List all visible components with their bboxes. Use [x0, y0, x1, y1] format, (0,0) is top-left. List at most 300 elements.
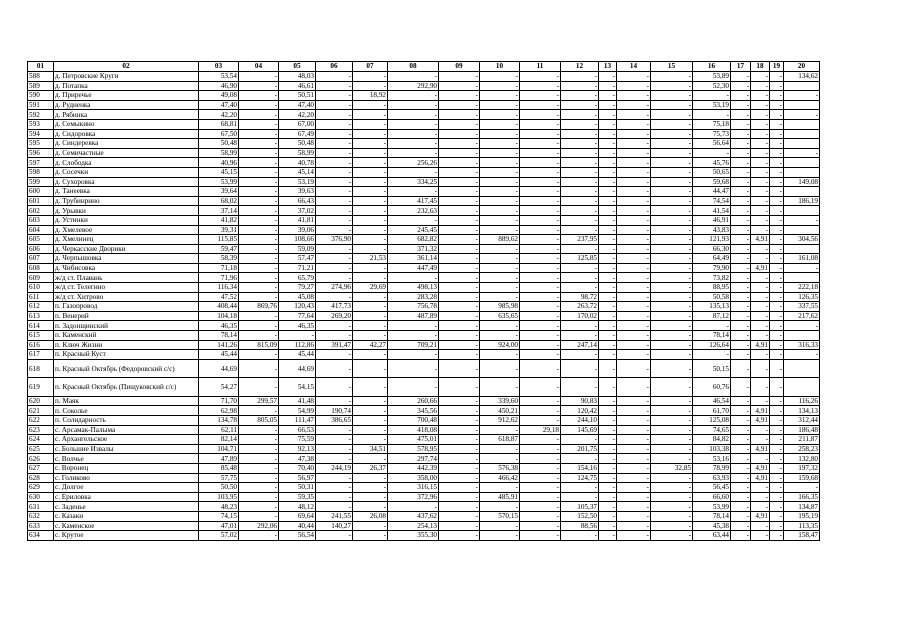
value-cell: -	[520, 225, 561, 235]
value-cell: -	[561, 72, 599, 82]
value-cell: -	[353, 302, 388, 312]
table-row	[28, 531, 820, 541]
value-cell: -	[353, 396, 388, 406]
value-cell: 4,91	[751, 473, 770, 483]
value-cell: -	[599, 492, 617, 502]
value-cell: -	[561, 350, 599, 360]
value-cell: 56,54	[279, 531, 316, 541]
value-cell: 355,30	[388, 531, 439, 541]
row-number: 593	[28, 119, 54, 129]
value-cell	[784, 206, 820, 216]
value-cell: -	[439, 521, 480, 531]
value-cell: -	[439, 139, 480, 149]
settlement-name: п. Ключ Жизни	[54, 340, 199, 350]
value-cell: -	[617, 378, 651, 397]
value-cell: -	[239, 492, 279, 502]
value-cell: -	[617, 244, 651, 254]
value-cell: 201,75	[561, 444, 599, 454]
value-cell: -	[751, 396, 770, 406]
table-row	[28, 396, 820, 406]
value-cell: -	[651, 254, 693, 264]
value-cell: -	[480, 531, 520, 541]
value-cell: -	[599, 273, 617, 283]
value-cell: 125,08	[693, 416, 731, 426]
value-cell: -	[599, 119, 617, 129]
settlement-name: д. Урывки	[54, 206, 199, 216]
row-number: 613	[28, 311, 54, 321]
value-cell: 186,19	[784, 196, 820, 206]
value-cell: -	[316, 158, 353, 168]
value-cell: -	[316, 72, 353, 82]
value-cell: 26,37	[353, 463, 388, 473]
value-cell: -	[388, 378, 439, 397]
value-cell: -	[239, 263, 279, 273]
row-number: 617	[28, 350, 54, 360]
value-cell: -	[439, 148, 480, 158]
value-cell: -	[731, 521, 751, 531]
value-cell: -	[480, 444, 520, 454]
value-cell: -	[561, 177, 599, 187]
table-row	[28, 244, 820, 254]
column-header: 14	[617, 62, 651, 72]
value-cell: -	[239, 225, 279, 235]
value-cell: -	[388, 331, 439, 341]
value-cell: 135,13	[693, 302, 731, 312]
value-cell: 39,31	[199, 225, 239, 235]
settlement-name: ж/д ст. Хитрово	[54, 292, 199, 302]
value-cell: -	[316, 331, 353, 341]
value-cell: -	[599, 129, 617, 139]
value-cell: -	[731, 206, 751, 216]
value-cell: -	[239, 425, 279, 435]
value-cell: -	[439, 511, 480, 521]
settlement-name: д. Сухоровка	[54, 177, 199, 187]
value-cell: -	[770, 521, 784, 531]
value-cell: 71,96	[199, 273, 239, 283]
value-cell: -	[353, 502, 388, 512]
value-cell: -	[480, 263, 520, 273]
value-cell: -	[520, 129, 561, 139]
value-cell: -	[480, 225, 520, 235]
value-cell: 869,76	[239, 302, 279, 312]
value-cell: -	[731, 254, 751, 264]
value-cell: -	[599, 167, 617, 177]
value-cell: -	[520, 359, 561, 378]
value-cell: -	[651, 416, 693, 426]
value-cell: -	[388, 502, 439, 512]
value-cell: -	[651, 531, 693, 541]
value-cell: -	[770, 359, 784, 378]
column-header: 15	[651, 62, 693, 72]
value-cell: -	[353, 263, 388, 273]
value-cell: 66,30	[693, 244, 731, 254]
value-cell: 149,08	[784, 177, 820, 187]
value-cell: -	[353, 187, 388, 197]
value-cell: 244,10	[561, 416, 599, 426]
value-cell: -	[617, 187, 651, 197]
value-cell: 85,48	[199, 463, 239, 473]
value-cell: -	[617, 110, 651, 120]
value-cell: -	[480, 148, 520, 158]
value-cell: 408,44	[199, 302, 239, 312]
table-row	[28, 187, 820, 197]
value-cell: -	[439, 359, 480, 378]
settlement-name: д. Синдеревка	[54, 139, 199, 149]
value-cell: -	[731, 511, 751, 521]
value-cell: -	[731, 158, 751, 168]
value-cell: -	[651, 454, 693, 464]
value-cell: -	[617, 235, 651, 245]
value-cell: 18,92	[353, 91, 388, 101]
value-cell: -	[770, 177, 784, 187]
value-cell: -	[617, 521, 651, 531]
value-cell: -	[239, 406, 279, 416]
settlement-name: д. Потапка	[54, 81, 199, 91]
value-cell: -	[599, 292, 617, 302]
value-cell: -	[480, 72, 520, 82]
value-cell: 487,89	[388, 311, 439, 321]
value-cell: -	[770, 263, 784, 273]
value-cell: -	[651, 139, 693, 149]
value-cell: -	[693, 350, 731, 360]
value-cell: -	[561, 225, 599, 235]
value-cell: 152,50	[561, 511, 599, 521]
value-cell: -	[353, 425, 388, 435]
value-cell: -	[617, 340, 651, 350]
value-cell: 241,55	[316, 511, 353, 521]
value-cell: -	[617, 177, 651, 187]
value-cell: -	[480, 454, 520, 464]
value-cell: -	[751, 72, 770, 82]
value-cell: -	[599, 72, 617, 82]
value-cell: -	[316, 263, 353, 273]
value-cell: 120,42	[561, 406, 599, 416]
value-cell: -	[388, 148, 439, 158]
value-cell: -	[693, 321, 731, 331]
row-number: 607	[28, 254, 54, 264]
value-cell: -	[770, 511, 784, 521]
value-cell: -	[561, 129, 599, 139]
table-row	[28, 139, 820, 149]
value-cell: -	[480, 177, 520, 187]
value-cell: 70,40	[279, 463, 316, 473]
value-cell: 59,09	[279, 244, 316, 254]
value-cell: -	[316, 187, 353, 197]
value-cell: -	[751, 483, 770, 493]
value-cell: -	[784, 350, 820, 360]
value-cell: 46,54	[693, 396, 731, 406]
value-cell: -	[239, 454, 279, 464]
value-cell: 217,62	[784, 311, 820, 321]
table-row	[28, 206, 820, 216]
value-cell: -	[316, 473, 353, 483]
value-cell	[784, 167, 820, 177]
value-cell: 442,39	[388, 463, 439, 473]
value-cell: -	[439, 473, 480, 483]
value-cell: -	[353, 435, 388, 445]
value-cell: 104,71	[199, 444, 239, 454]
row-number: 631	[28, 502, 54, 512]
value-cell: -	[480, 129, 520, 139]
value-cell: -	[751, 91, 770, 101]
table-row	[28, 129, 820, 139]
value-cell: -	[439, 531, 480, 541]
value-cell: -	[561, 273, 599, 283]
value-cell: -	[239, 350, 279, 360]
value-cell: -	[651, 273, 693, 283]
value-cell: -	[784, 263, 820, 273]
value-cell: -	[617, 483, 651, 493]
value-cell: 88,56	[561, 521, 599, 531]
value-cell: 124,75	[561, 473, 599, 483]
value-cell: -	[599, 302, 617, 312]
value-cell: -	[651, 331, 693, 341]
value-cell: -	[651, 406, 693, 416]
value-cell: -	[316, 110, 353, 120]
value-cell: -	[731, 378, 751, 397]
value-cell: -	[751, 531, 770, 541]
value-cell: -	[751, 225, 770, 235]
value-cell: 53,99	[693, 502, 731, 512]
value-cell: 45,76	[693, 158, 731, 168]
value-cell: -	[651, 148, 693, 158]
value-cell: 56,45	[693, 483, 731, 493]
table-row	[28, 110, 820, 120]
settlement-name: с. Ериловка	[54, 492, 199, 502]
value-cell: -	[599, 531, 617, 541]
value-cell: 40,96	[199, 158, 239, 168]
value-cell: 258,23	[784, 444, 820, 454]
value-cell: -	[731, 187, 751, 197]
settlement-name: с. Большие Извалы	[54, 444, 199, 454]
value-cell: -	[731, 81, 751, 91]
value-cell: -	[617, 206, 651, 216]
value-cell: -	[561, 119, 599, 129]
value-cell: -	[316, 129, 353, 139]
value-cell: 40,44	[279, 521, 316, 531]
value-cell: -	[770, 110, 784, 120]
column-header: 06	[316, 62, 353, 72]
value-cell: -	[617, 350, 651, 360]
table-body	[28, 72, 820, 541]
value-cell: -	[651, 225, 693, 235]
column-header: 16	[693, 62, 731, 72]
value-cell: -	[651, 483, 693, 493]
value-cell: -	[770, 273, 784, 283]
value-cell: 64,49	[693, 254, 731, 264]
value-cell: -	[770, 129, 784, 139]
header-row	[28, 62, 820, 72]
value-cell: 54,15	[279, 378, 316, 397]
value-cell: -	[316, 359, 353, 378]
value-cell: -	[751, 158, 770, 168]
value-cell: -	[520, 167, 561, 177]
value-cell: -	[353, 483, 388, 493]
value-cell: 45,15	[199, 167, 239, 177]
table-row	[28, 511, 820, 521]
value-cell: -	[480, 206, 520, 216]
value-cell: -	[316, 148, 353, 158]
value-cell: -	[239, 331, 279, 341]
value-cell: -	[751, 331, 770, 341]
value-cell: -	[693, 91, 731, 101]
value-cell: 269,20	[316, 311, 353, 321]
value-cell: -	[439, 406, 480, 416]
value-cell: -	[770, 331, 784, 341]
value-cell: -	[617, 72, 651, 82]
value-cell: 145,69	[561, 425, 599, 435]
value-cell: -	[520, 378, 561, 397]
value-cell: -	[520, 473, 561, 483]
value-cell: -	[353, 81, 388, 91]
settlement-name: с. Воронец	[54, 463, 199, 473]
value-cell: 237,95	[561, 235, 599, 245]
value-cell: -	[617, 196, 651, 206]
value-cell: -	[617, 91, 651, 101]
table-row	[28, 283, 820, 293]
value-cell: 47,40	[279, 100, 316, 110]
value-cell: 67,50	[199, 129, 239, 139]
value-cell: -	[651, 473, 693, 483]
value-cell: -	[439, 463, 480, 473]
value-cell: -	[353, 244, 388, 254]
value-cell: -	[480, 187, 520, 197]
value-cell	[784, 331, 820, 341]
value-cell: -	[651, 378, 693, 397]
value-cell: 386,65	[316, 416, 353, 426]
value-cell: -	[439, 215, 480, 225]
value-cell: 26,08	[353, 511, 388, 521]
value-cell: -	[439, 283, 480, 293]
value-cell: 53,89	[693, 72, 731, 82]
value-cell: -	[731, 406, 751, 416]
value-cell: 103,95	[199, 492, 239, 502]
value-cell: -	[599, 244, 617, 254]
value-cell: 48,23	[199, 502, 239, 512]
value-cell: 57,47	[279, 254, 316, 264]
value-cell: -	[770, 81, 784, 91]
value-cell: -	[599, 331, 617, 341]
value-cell: -	[651, 292, 693, 302]
settlement-name: п. Газопровод	[54, 302, 199, 312]
value-cell: 90,83	[561, 396, 599, 406]
value-cell: 41,81	[279, 215, 316, 225]
value-cell: -	[617, 435, 651, 445]
table-row	[28, 350, 820, 360]
value-cell: -	[651, 235, 693, 245]
column-header: 05	[279, 62, 316, 72]
value-cell: 47,89	[199, 454, 239, 464]
value-cell: -	[520, 463, 561, 473]
table-row	[28, 473, 820, 483]
value-cell	[784, 187, 820, 197]
value-cell: -	[353, 119, 388, 129]
table-row	[28, 215, 820, 225]
value-cell: 50,51	[279, 91, 316, 101]
row-number: 599	[28, 177, 54, 187]
value-cell: -	[353, 206, 388, 216]
value-cell: 304,56	[784, 235, 820, 245]
column-header: 18	[751, 62, 770, 72]
value-cell: 40,78	[279, 158, 316, 168]
value-cell: -	[388, 110, 439, 120]
value-cell: 57,02	[199, 531, 239, 541]
value-cell: -	[651, 91, 693, 101]
row-number: 603	[28, 215, 54, 225]
value-cell: -	[731, 177, 751, 187]
value-cell: -	[316, 167, 353, 177]
value-cell: -	[617, 225, 651, 235]
value-cell: -	[617, 273, 651, 283]
value-cell: -	[617, 139, 651, 149]
value-cell: -	[651, 492, 693, 502]
value-cell: -	[439, 492, 480, 502]
value-cell: -	[651, 167, 693, 177]
value-cell: -	[239, 273, 279, 283]
value-cell: -	[751, 110, 770, 120]
value-cell: -	[731, 473, 751, 483]
value-cell: -	[316, 206, 353, 216]
value-cell: 50,58	[693, 292, 731, 302]
value-cell: -	[520, 148, 561, 158]
value-cell: -	[388, 91, 439, 101]
value-cell: 78,14	[199, 331, 239, 341]
value-cell: 618,87	[480, 435, 520, 445]
value-cell: 59,35	[279, 492, 316, 502]
settlement-name: п. Задонщинский	[54, 321, 199, 331]
value-cell: 447,49	[388, 263, 439, 273]
value-cell: -	[751, 177, 770, 187]
value-cell: -	[316, 483, 353, 493]
value-cell: 116,26	[784, 396, 820, 406]
settlement-name: с. Казаки	[54, 511, 199, 521]
value-cell: -	[751, 100, 770, 110]
value-cell: 159,68	[784, 473, 820, 483]
value-cell: -	[693, 110, 731, 120]
value-cell: -	[731, 531, 751, 541]
settlement-name: д. Хмелевое	[54, 225, 199, 235]
value-cell: 576,38	[480, 463, 520, 473]
value-cell: -	[480, 139, 520, 149]
value-cell: 66,43	[279, 196, 316, 206]
value-cell: -	[480, 196, 520, 206]
value-cell: -	[388, 129, 439, 139]
value-cell: 247,14	[561, 340, 599, 350]
value-cell: -	[784, 148, 820, 158]
value-cell: -	[599, 177, 617, 187]
value-cell: -	[561, 454, 599, 464]
value-cell: -	[239, 139, 279, 149]
value-cell: -	[439, 91, 480, 101]
value-cell: -	[651, 158, 693, 168]
value-cell: 79,27	[279, 283, 316, 293]
value-cell: 466,42	[480, 473, 520, 483]
value-cell: 391,47	[316, 340, 353, 350]
value-cell: -	[561, 110, 599, 120]
row-number: 589	[28, 81, 54, 91]
settlement-name: д. Трубинрино	[54, 196, 199, 206]
value-cell: -	[617, 331, 651, 341]
value-cell: 41,82	[199, 215, 239, 225]
value-cell: -	[770, 91, 784, 101]
value-cell: 45,38	[693, 521, 731, 531]
settlement-name: д. Черкасские Дворики	[54, 244, 199, 254]
value-cell: -	[770, 350, 784, 360]
value-cell: -	[731, 196, 751, 206]
value-cell: 263,72	[561, 302, 599, 312]
value-cell: 700,48	[388, 416, 439, 426]
value-cell: -	[651, 359, 693, 378]
